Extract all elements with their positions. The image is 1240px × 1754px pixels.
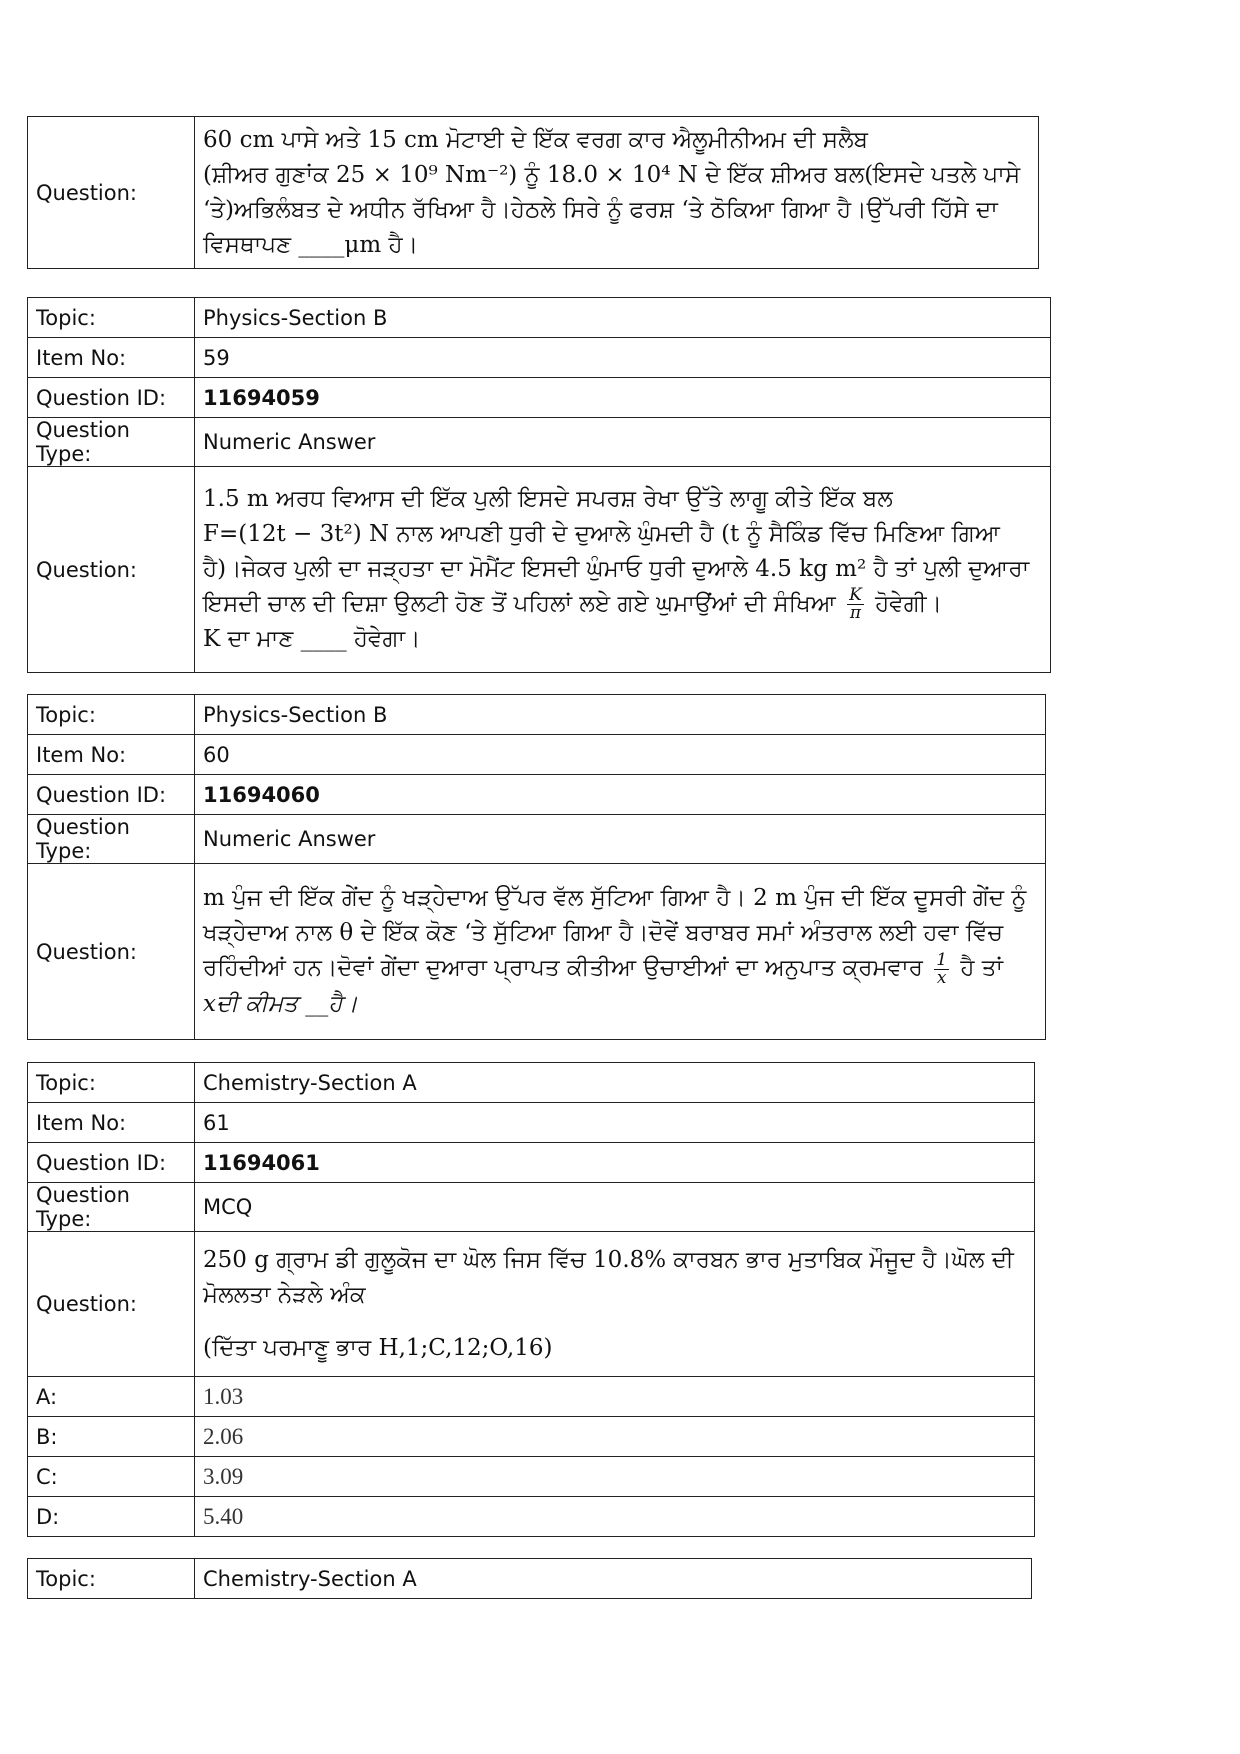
- item-no-value: 61: [195, 1103, 1035, 1143]
- question-id-label: Question ID:: [28, 1143, 195, 1183]
- question-id-value: 11694059: [195, 378, 1051, 418]
- question-line: 1.5 m ਅਰਧ ਵਿਆਸ ਦੀ ਇੱਕ ਪੁਲੀ ਇਸਦੇ ਸਪਰਸ਼ ਰੇਖਾ ਉੱਤੇ ਲਾਗੂ ਕੀਤੇ ਇੱਕ ਬਲ: [203, 485, 893, 512]
- topic-value: Physics-Section B: [195, 298, 1051, 338]
- question-id-label: Question ID:: [28, 378, 195, 418]
- fraction-numerator: K: [849, 585, 862, 606]
- question-id-value: 11694061: [195, 1143, 1035, 1183]
- question-type-label: Question Type:: [28, 1183, 195, 1232]
- question-line: ਵਿਸਥਾਪਣ ____μm ਹੈ।: [203, 231, 419, 258]
- question-type-value: Numeric Answer: [195, 815, 1046, 864]
- question-block-59: [27, 297, 1051, 673]
- question-line: ਖੜ੍ਹੇਦਾਅ ਨਾਲ θ ਦੇ ਇੱਕ ਕੋਣ ‘ਤੇ ਸੁੱਟਿਆ ਗਿਆ ਹੈ।ਦੋਵੇਂ ਬਰਾਬਰ ਸਮਾਂ ਅੰਤਰਾਲ ਲਈ ਹਵਾ ਵਿੱਚ: [203, 920, 1004, 947]
- topic-label: Topic:: [28, 298, 195, 338]
- fraction-denominator: π: [849, 603, 861, 624]
- question-text: [195, 1232, 1035, 1377]
- question-type-value: MCQ: [195, 1183, 1035, 1232]
- fraction: [934, 949, 949, 988]
- question-line: [203, 951, 1037, 987]
- topic-label: Topic:: [28, 1559, 195, 1599]
- topic-label: Topic:: [28, 1063, 195, 1103]
- question-id-label: Question ID:: [28, 775, 195, 815]
- question-line: ‘ਤੇ)ਅਭਿਲੰਬਤ ਦੇ ਅਧੀਨ ਰੱਖਿਆ ਹੈ।ਹੇਠਲੇ ਸਿਰੇ ਨੂੰ ਫਰਸ਼ ‘ਤੇ ਠੋਕਿਆ ਗਿਆ ਹੈ।ਉੱਪਰੀ ਹਿੱਸੇ ਦਾ: [203, 196, 998, 223]
- question-label: Question:: [28, 1232, 195, 1377]
- question-line: K ਦਾ ਮਾਣ ____ ਹੋਵੇਗਾ।: [203, 626, 421, 653]
- question-line-text: ਹੋਵੇਗੀ।: [875, 590, 943, 617]
- question-line: (ਦਿੱਤਾ ਪਰਮਾਣੂ ਭਾਰ H,1;C,12;O,16): [203, 1334, 553, 1361]
- question-line: xਦੀ ਕੀਮਤ __ਹੈ।: [203, 990, 358, 1017]
- fraction: [847, 587, 864, 622]
- question-line: 250 g ਗ੍ਰਾਮ ਡੀ ਗੁਲੂਕੋਜ ਦਾ ਘੋਲ ਜਿਸ ਵਿੱਚ 10.8% ਕਾਰਬਨ ਭਾਰ ਮੁਤਾਬਿਕ ਮੌਜੂਦ ਹੈ।ਘੋਲ ਦੀ: [203, 1246, 1014, 1273]
- option-b-label: B:: [28, 1417, 195, 1457]
- question-text: [195, 117, 1039, 269]
- question-label: Question:: [28, 467, 195, 673]
- question-label: Question:: [28, 864, 195, 1040]
- question-line-text: ਹੈ ਤਾਂ: [960, 955, 1004, 982]
- question-id-value: 11694060: [195, 775, 1046, 815]
- item-no-value: 59: [195, 338, 1051, 378]
- option-d-value: 5.40: [195, 1497, 1035, 1537]
- question-text: [195, 467, 1051, 673]
- question-block-0: [27, 116, 1039, 269]
- question-text: [195, 864, 1046, 1040]
- item-no-label: Item No:: [28, 1103, 195, 1143]
- question-type-label: Question Type:: [28, 418, 195, 467]
- option-a-label: A:: [28, 1377, 195, 1417]
- option-d-label: D:: [28, 1497, 195, 1537]
- option-b-value: 2.06: [195, 1417, 1035, 1457]
- question-block-next: [27, 1558, 1032, 1599]
- option-c-value: 3.09: [195, 1457, 1035, 1497]
- topic-value: Chemistry-Section A: [195, 1559, 1032, 1599]
- item-no-label: Item No:: [28, 338, 195, 378]
- question-block-60: [27, 694, 1046, 1040]
- question-line: ਹੈ)।ਜੇਕਰ ਪੁਲੀ ਦਾ ਜੜ੍ਹਤਾ ਦਾ ਮੋਮੈਂਟ ਇਸਦੀ ਘੁੰਮਾਓ ਧੁਰੀ ਦੁਆਲੇ 4.5 kg m² ਹੈ ਤਾਂ ਪੁਲੀ ਦੁਆਰਾ: [203, 555, 1030, 582]
- question-line: ਮੋਲਲਤਾ ਨੇੜਲੇ ਅੰਕ: [203, 1281, 366, 1308]
- question-type-label: Question Type:: [28, 815, 195, 864]
- question-line: m ਪੁੰਜ ਦੀ ਇੱਕ ਗੇਂਦ ਨੂੰ ਖੜ੍ਹੇਦਾਅ ਉੱਪਰ ਵੱਲ ਸੁੱਟਿਆ ਗਿਆ ਹੈ। 2 m ਪੁੰਜ ਦੀ ਇੱਕ ਦੂਸਰੀ ਗੇਂਦ ਨੂੰ: [203, 885, 1027, 912]
- question-line: (ਸ਼ੀਅਰ ਗੁਣਾਂਕ 25 × 10⁹ Nm⁻²) ਨੂੰ 18.0 × 10⁴ N ਦੇ ਇੱਕ ਸ਼ੀਅਰ ਬਲ(ਇਸਦੇ ਪਤਲੇ ਪਾਸੇ: [203, 161, 1021, 188]
- question-line: [203, 587, 1042, 623]
- fraction-denominator: x: [936, 967, 947, 988]
- item-no-label: Item No:: [28, 735, 195, 775]
- question-line: 60 cm ਪਾਸੇ ਅਤੇ 15 cm ਮੋਟਾਈ ਦੇ ਇੱਕ ਵਰਗ ਕਾਰ ਐਲੂਮੀਨੀਅਮ ਦੀ ਸਲੈਬ: [203, 126, 868, 153]
- topic-label: Topic:: [28, 695, 195, 735]
- topic-value: Chemistry-Section A: [195, 1063, 1035, 1103]
- fraction-numerator: 1: [936, 949, 948, 970]
- question-block-61: [27, 1062, 1035, 1537]
- item-no-value: 60: [195, 735, 1046, 775]
- option-c-label: C:: [28, 1457, 195, 1497]
- question-line-text: ਰਹਿੰਦੀਆਂ ਹਨ।ਦੋਵਾਂ ਗੇਂਦਾ ਦੁਆਰਾ ਪ੍ਰਾਪਤ ਕੀਤੀਆ ਉਚਾਈਆਂ ਦਾ ਅਨੁਪਾਤ ਕ੍ਰਮਵਾਰ: [203, 955, 923, 982]
- question-line-text: ਇਸਦੀ ਚਾਲ ਦੀ ਦਿਸ਼ਾ ਉਲਟੀ ਹੋਣ ਤੋਂ ਪਹਿਲਾਂ ਲਏ ਗਏ ਘੁਮਾਉਂਆਂ ਦੀ ਸੰਖਿਆ: [203, 590, 836, 617]
- question-line: F=(12t − 3t²) N ਨਾਲ ਆਪਣੀ ਧੁਰੀ ਦੇ ਦੁਆਲੇ ਘੁੰਮਦੀ ਹੈ (t ਨੂੰ ਸੈਕਿੰਡ ਵਿੱਚ ਮਿਣਿਆ ਗਿਆ: [203, 520, 1000, 547]
- question-label: Question:: [28, 117, 195, 269]
- topic-value: Physics-Section B: [195, 695, 1046, 735]
- option-a-value: 1.03: [195, 1377, 1035, 1417]
- question-type-value: Numeric Answer: [195, 418, 1051, 467]
